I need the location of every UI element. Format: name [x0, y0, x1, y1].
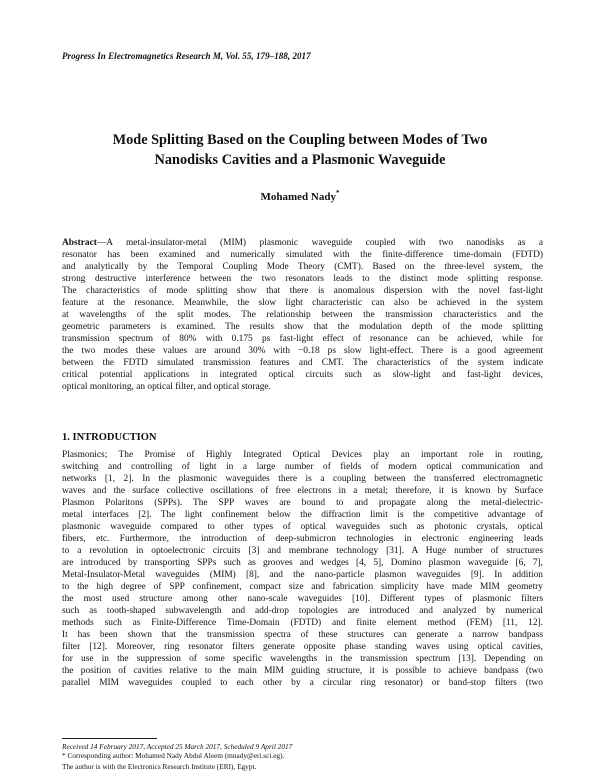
- intro-line: the position of cavities relative to the main MIM guiding structure, it is possible to achieve bandpass (two: [62, 666, 543, 676]
- intro-line: Metal-Insulator-Metal waveguides (MIM) [8], and the nano-particle plasmon waveguides [9]. In addition: [62, 570, 543, 580]
- intro-line: Plasmonics; The Promise of Highly Integrated Optical Devices play an important role in routing,: [62, 450, 543, 460]
- abstract-heading: Abstract: [62, 238, 97, 248]
- intro-line: parallel MIM waveguides coupled to each other by a circular ring resonator) or band-stop filters (two: [62, 678, 543, 688]
- abstract-line: feature at the resonance. Meanwhile, the slow light characteristic can also be achieved in the system: [62, 298, 543, 308]
- received-dates: Received 14 February 2017, Accepted 25 March 2017, Scheduled 9 April 2017: [62, 742, 293, 751]
- abstract-line: the two modes these values are around 30% with −0.18 ps slow light-effect. There is a good agreement: [62, 346, 543, 356]
- abstract-line: optical monitoring, an optical filter, and optical storage.: [62, 382, 271, 392]
- author-footnote-mark: *: [335, 189, 340, 197]
- author-name: [60, 189, 540, 203]
- intro-line: Plasmon Polaritons (SPPs). The SPP waves are bound to and propagate along the metal-dielectric-: [62, 498, 543, 508]
- intro-line: plasmonic waveguide compared to other types of optical waveguides such as photonic crystals, optical: [62, 522, 543, 532]
- section-heading: 1. INTRODUCTION: [62, 432, 157, 443]
- intro-line: such as tooth-shaped subwavelength and add-drop topologies are introduced and analyzed by numerical: [62, 606, 543, 616]
- abstract-line: transmission spectrum of 80% with 0.175 ps fast-light effect of resonance can be achieved, while for: [62, 334, 543, 344]
- affiliation-note: The author is with the Electronics Research Institute (ERI), Egypt.: [62, 762, 257, 771]
- abstract-line: and analytically by the Temporal Coupling Mode Theory (CMT). Based on the three-level system, the: [62, 262, 543, 272]
- abstract-line: between the FDTD simulated transmission features and CMT. The characteristics of the system indicate: [62, 358, 543, 368]
- author-text: Mohamed Nady: [260, 191, 336, 203]
- intro-line: filter [12]. Moreover, ring resonator filters generate opposite phase standing waves using optical cavities,: [62, 642, 543, 652]
- abstract-line: resonator has been examined and numerically simulated with the finite-difference time-domain (FDTD): [62, 250, 543, 260]
- footnote-divider: [62, 738, 157, 739]
- intro-line: to a revolution in optoelectronic circuits [3] and membrane technology [31]. A Huge number of structures: [62, 546, 543, 556]
- intro-line: metal interfaces [2]. The light confinement below the diffraction limit is the competitive advantage of: [62, 510, 543, 520]
- intro-line: fibers, etc. Furthermore, the introduction of deep-submicron technologies in electronic engineering leads: [62, 534, 543, 544]
- journal-header: Progress In Electromagnetics Research M, Vol. 55, 179–188, 2017: [62, 51, 311, 61]
- abstract-line: geometric parameters is examined. The results show that the modulation depth of the mode splitting: [62, 322, 543, 332]
- intro-line: for use in the suppression of some specific wavelengths in the transmission spectrum [13]. Depending on: [62, 654, 543, 664]
- intro-line: methods such as Finite-Difference Time-Domain (FDTD) and finite element method (FEM) [11, 12].: [62, 618, 543, 628]
- corresponding-author-note: * Corresponding author: Mohamed Nady Abdul Aleem (mnady@eri.sci.eg).: [62, 751, 285, 760]
- intro-line: It has been shown that the transmission spectra of these structures can generate a narrow bandpass: [62, 630, 543, 640]
- intro-line: are introduced by transporting SPPs such as grooves and wedges [4, 5], Domino plasmon waveguide [6, 7],: [62, 558, 543, 568]
- title-line: Nanodisks Cavities and a Plasmonic Waveguide: [154, 152, 446, 168]
- intro-line: switching and controlling of light in a large number of fields of modern optical communication and: [62, 462, 543, 472]
- abstract-line: strong destructive interference between the two resonators leads to the distinct mode splitting response.: [62, 274, 543, 284]
- abstract-text: —A metal-insulator-metal (MIM) plasmonic waveguide coupled with two nanodisks as a: [96, 238, 543, 248]
- abstract-line: [62, 237, 543, 249]
- intro-line: to the high degree of SPP confinement, compact size and fabrication simplicity have made MIM geometry: [62, 582, 543, 592]
- intro-line: waves and the surface collective oscillations of free electrons in a metal; therefore, it is known by Surface: [62, 486, 543, 496]
- intro-line: the most used structure among other nano-scale waveguides [10]. Different types of plasmonic filters: [62, 594, 543, 604]
- intro-line: networks [1, 2]. In the plasmonic waveguides there is a coupling between the transferred electromagnetic: [62, 474, 543, 484]
- paper-title: [60, 130, 540, 170]
- title-line: Mode Splitting Based on the Coupling between Modes of Two: [112, 132, 488, 148]
- abstract-line: critical potential applications in integrated optical circuits such as slow-light and fast-light devices,: [62, 370, 543, 380]
- abstract-line: at wavelengths of the split modes. The relationship between the transmission characteristics and the: [62, 310, 543, 320]
- abstract-line: The characteristics of mode splitting show that there is anomalous dispersion with the novel fast-light: [62, 286, 543, 296]
